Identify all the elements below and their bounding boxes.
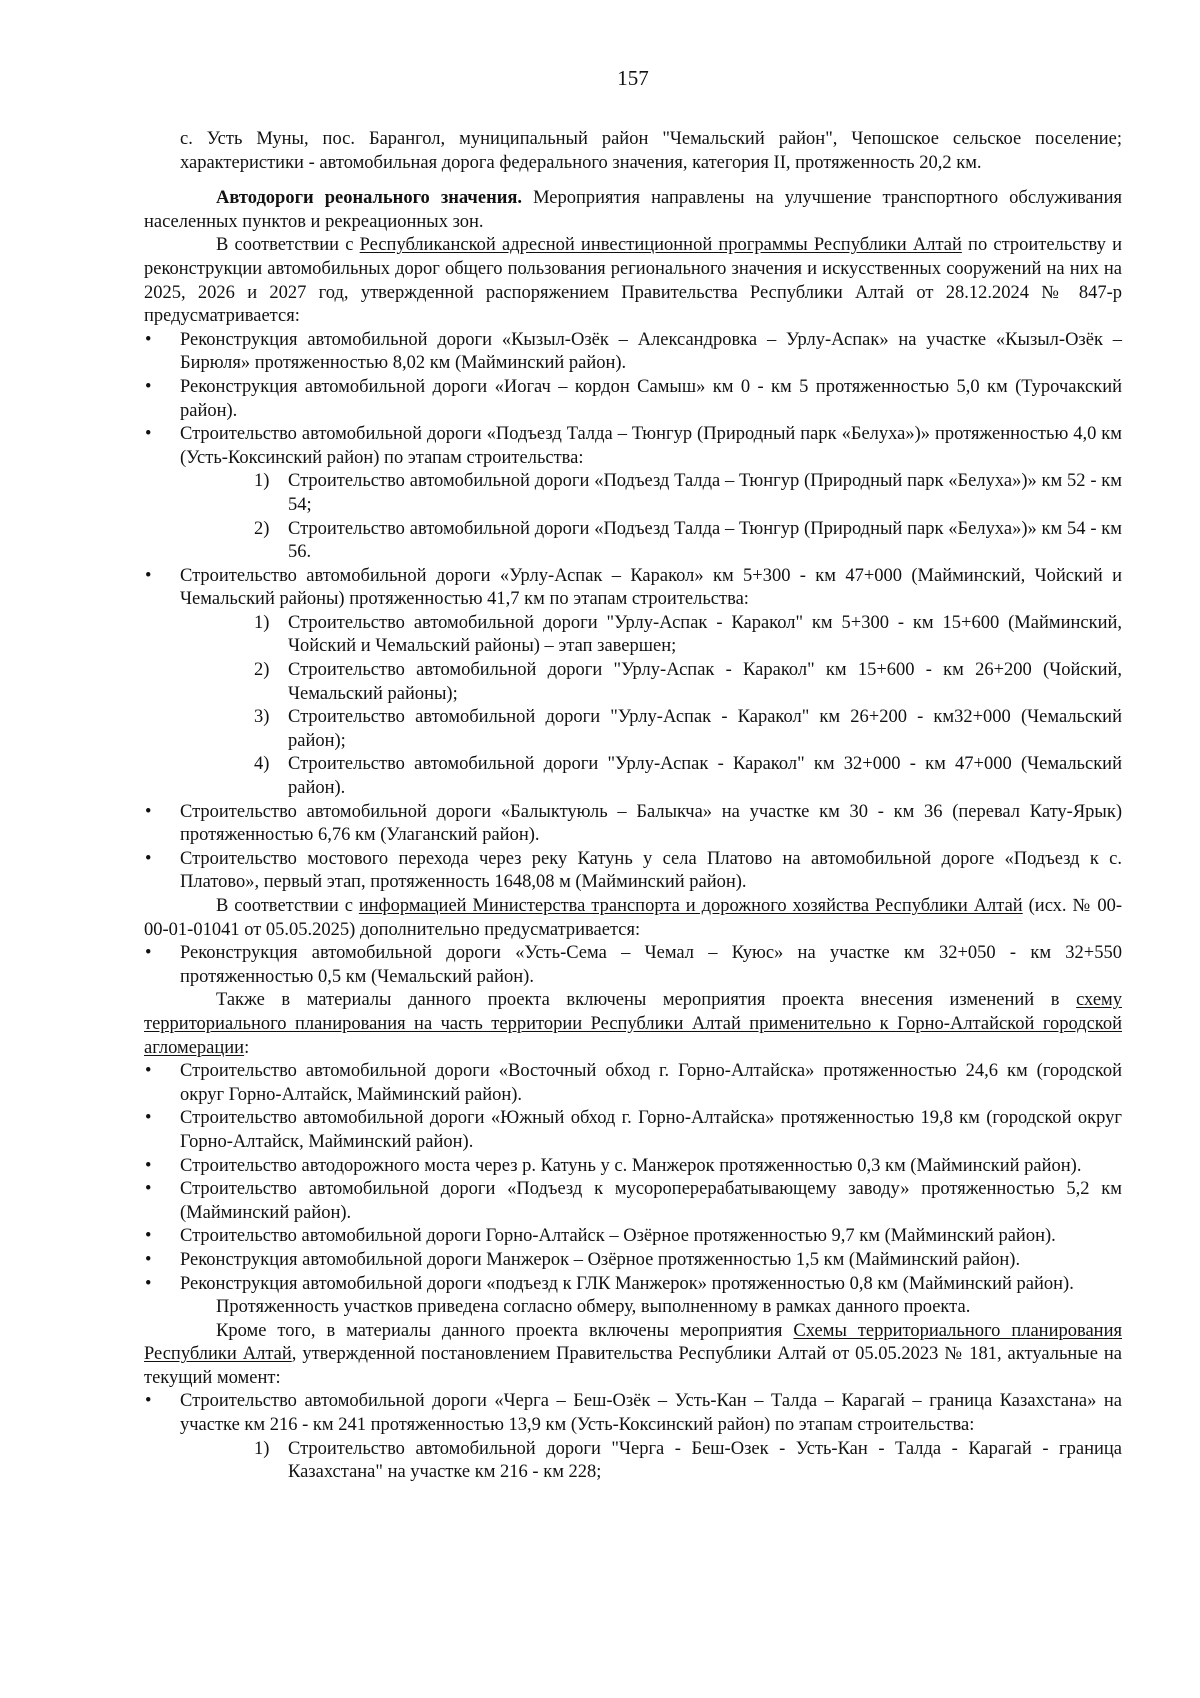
bullet-marker: • — [145, 565, 152, 586]
bullet-marker: • — [145, 1179, 152, 1200]
bullet-marker: • — [145, 329, 152, 350]
list-item-text: Реконструкция автомобильной дороги «Кызыл-Озёк – Александровка – Урлу-Аспак» на участке «Кызыл-Озёк – Бирюля» протяженностью 8,02 км (Майминский район). — [180, 329, 1122, 374]
paragraph-text: : — [244, 1037, 250, 1058]
numbered-item — [144, 612, 1122, 659]
number-marker: 1) — [254, 1438, 270, 1459]
paragraph-text: В соответствии с — [216, 896, 359, 916]
paragraph-ministry-info — [144, 895, 1122, 942]
ministry-info-link[interactable]: информацией Министерства транспорта и дорожного хозяйства Республики Алтай — [358, 896, 1023, 916]
list-item — [144, 848, 1122, 895]
list-item-text: Строительство автомобильной дороги «Подъезд Талда – Тюнгур (Природный парк «Белуха»)» протяженностью 4,0 км (Усть-Коксинский район) по этапам строительства: — [180, 424, 1122, 468]
list-item-text: Строительство автомобильной дороги Горно-Алтайск – Озёрное протяженностью 9,7 км (Майминский район). — [180, 1226, 1056, 1247]
list-item-text: Строительство мостового перехода через реку Катунь у села Платово на автомобильной дороге «Подъезд к с. Платово», первый этап, протяженность 1648,08 м (Майминский район). — [180, 848, 1122, 893]
list-item — [144, 1155, 1122, 1179]
bullet-marker: • — [145, 424, 152, 445]
list-item-text: Строительство автодорожного моста через р. Катунь у с. Манжерок протяженностью 0,3 км (Майминский район). — [180, 1155, 1082, 1176]
number-marker: 2) — [254, 660, 270, 681]
list-item — [144, 376, 1122, 423]
numbered-item-text: Строительство автомобильной дороги «Подъезд Талда – Тюнгур (Природный парк «Белуха»)» км 54 - км 56. — [288, 518, 1122, 563]
agglomeration-scheme-link[interactable]: схему территориального планирования на часть территории Республики Алтай применительно к Горно-Алтайской городской агломерации — [144, 990, 1122, 1058]
bullet-marker: • — [145, 1391, 152, 1412]
section-heading: Автодороги реонального значения. — [216, 188, 523, 209]
list-item — [144, 329, 1122, 376]
numbered-item-text: Строительство автомобильной дороги "Черга - Беш-Озек - Усть-Кан - Талда - Карагай - граница Казахстана" на участке км 216 - км 228; — [288, 1438, 1122, 1483]
list-item — [144, 1249, 1122, 1273]
investment-program-link[interactable]: Республиканской адресной инвестиционной программы Республики Алтай — [359, 235, 962, 256]
paragraph-intro: с. Усть Муны, пос. Барангол, муниципальный район "Чемальский район", Чепошское сельское поселение; характеристики - автомобильная дорога федерального значения, категория II, протяженность 20,2 км. — [180, 129, 1122, 173]
paragraph-investment-program — [144, 234, 1122, 328]
list-item-text: Реконструкция автомобильной дороги «подъезд к ГЛК Манжерок» протяженностью 0,8 км (Майминский район). — [180, 1273, 1074, 1294]
numbered-item — [144, 470, 1122, 517]
list-item-text: Реконструкция автомобильной дороги «Усть-Сема – Чемал – Куюс» на участке км 32+050 - км 32+550 протяженностью 0,5 км (Чемальский район). — [180, 943, 1122, 987]
paragraph-text: Кроме того, в материалы данного проекта включены мероприятия — [216, 1320, 794, 1341]
list-item — [144, 1107, 1122, 1154]
number-marker: 1) — [254, 612, 270, 633]
bullet-marker: • — [145, 1061, 152, 1082]
bullet-marker: • — [145, 376, 152, 397]
numbered-item — [144, 706, 1122, 753]
paragraph-length-note: Протяженность участков приведена согласно обмеру, выполненному в рамках данного проекта. — [216, 1297, 971, 1318]
number-marker: 2) — [254, 518, 270, 539]
numbered-item-text: Строительство автомобильной дороги "Урлу-Аспак - Каракол" км 32+000 - км 47+000 (Чемальский район). — [288, 754, 1122, 799]
numbered-item-text: Строительство автомобильной дороги "Урлу-Аспак - Каракол" км 5+300 - км 15+600 (Майминский, Чойский и Чемальский районы) – этап завершен; — [288, 612, 1122, 657]
paragraph-text: , утвержденной постановлением Правительства Республики Алтай от 05.05.2023 № 181, актуальные на текущий момент: — [144, 1344, 1122, 1388]
paragraph-territorial-scheme — [144, 1320, 1122, 1391]
list-item — [144, 801, 1122, 848]
document-page — [144, 66, 1122, 1485]
number-marker: 1) — [254, 471, 270, 492]
list-item-text: Реконструкция автомобильной дороги «Иогач – кордон Самыш» км 0 - км 5 протяженностью 5,0 км (Турочакский район). — [180, 376, 1122, 421]
list-item-text: Реконструкция автомобильной дороги Манжерок – Озёрное протяженностью 1,5 км (Майминский район). — [180, 1249, 1021, 1270]
numbered-item — [144, 518, 1122, 565]
list-item — [144, 565, 1122, 612]
list-item — [144, 1060, 1122, 1107]
bullet-marker: • — [145, 1226, 152, 1247]
section-heading-text: Мероприятия направлены на улучшение транспортного обслуживания населенных пунктов и рекреационных зон. — [144, 188, 1122, 232]
list-item — [144, 1390, 1122, 1437]
bullet-marker: • — [145, 1249, 152, 1270]
bullet-marker: • — [145, 801, 152, 822]
bullet-marker: • — [145, 1273, 152, 1294]
numbered-item — [144, 1438, 1122, 1485]
paragraph-text: В соответствии с — [216, 235, 360, 256]
list-item-text: Строительство автомобильной дороги «Балыктуюль – Балыкча» на участке км 30 - км 36 (перевал Кату-Ярык) протяженностью 6,76 км (Улаганский район). — [180, 801, 1122, 846]
list-item — [144, 1273, 1122, 1297]
list-item — [144, 423, 1122, 470]
number-marker: 3) — [254, 707, 270, 728]
list-item-text: Строительство автомобильной дороги «Восточный обход г. Горно-Алтайска» протяженностью 24,6 км (городской округ Горно-Алтайск, Майминский район). — [180, 1061, 1122, 1105]
list-item-text: Строительство автомобильной дороги «Южный обход г. Горно-Алтайска» протяженностью 19,8 км (городской округ Горно-Алтайск, Майминский район). — [180, 1108, 1122, 1152]
territorial-scheme-link[interactable]: Схемы территориального планирования Республики Алтай — [144, 1320, 1122, 1365]
paragraph-text: Также в материалы данного проекта включены мероприятия проекта внесения изменений в — [216, 990, 1077, 1011]
paragraph-text: по строительству и реконструкции автомобильных дорог общего пользования регионального значения и искусственных сооружений на них на 2025, 2026 и 2027 год, утвержденной распоряжением Правительства Республики Алтай от 28.12.2024 № 847-р предусматривается: — [144, 235, 1122, 327]
paragraph-agglomeration-scheme — [144, 989, 1122, 1060]
paragraph-regional-roads — [144, 187, 1122, 234]
numbered-item-text: Строительство автомобильной дороги "Урлу-Аспак - Каракол" км 26+200 - км32+000 (Чемальский район); — [288, 707, 1122, 751]
bullet-marker: • — [145, 1108, 152, 1129]
list-item-text: Строительство автомобильной дороги «Черга – Беш-Озёк – Усть-Кан – Талда – Карагай – граница Казахстана» на участке км 216 - км 241 протяженностью 13,9 км (Усть-Коксинский район) по этапам строительства: — [180, 1391, 1122, 1436]
list-item — [144, 1225, 1122, 1249]
numbered-item — [144, 753, 1122, 800]
list-item-text: Строительство автомобильной дороги «Урлу-Аспак – Каракол» км 5+300 - км 47+000 (Майминский, Чойский и Чемальский районы) протяженностью 41,7 км по этапам строительства: — [180, 565, 1122, 610]
bullet-marker: • — [145, 943, 152, 964]
list-item — [144, 942, 1122, 989]
numbered-item-text: Строительство автомобильной дороги «Подъезд Талда – Тюнгур (Природный парк «Белуха»)» км 52 - км 54; — [288, 471, 1122, 515]
bullet-marker: • — [145, 1155, 152, 1176]
page-number: 157 — [617, 66, 649, 90]
bullet-marker: • — [145, 848, 152, 869]
list-item — [144, 1178, 1122, 1225]
list-item-text: Строительство автомобильной дороги «Подъезд к мусороперерабатывающему заводу» протяженностью 5,2 км (Майминский район). — [180, 1179, 1122, 1223]
numbered-item-text: Строительство автомобильной дороги "Урлу-Аспак - Каракол" км 15+600 - км 26+200 (Чойский, Чемальский районы); — [288, 660, 1122, 704]
number-marker: 4) — [254, 754, 270, 775]
paragraph-text: (исх. № 00-00-01-01041 от 05.05.2025) дополнительно предусматривается: — [144, 896, 1122, 940]
numbered-item — [144, 659, 1122, 706]
